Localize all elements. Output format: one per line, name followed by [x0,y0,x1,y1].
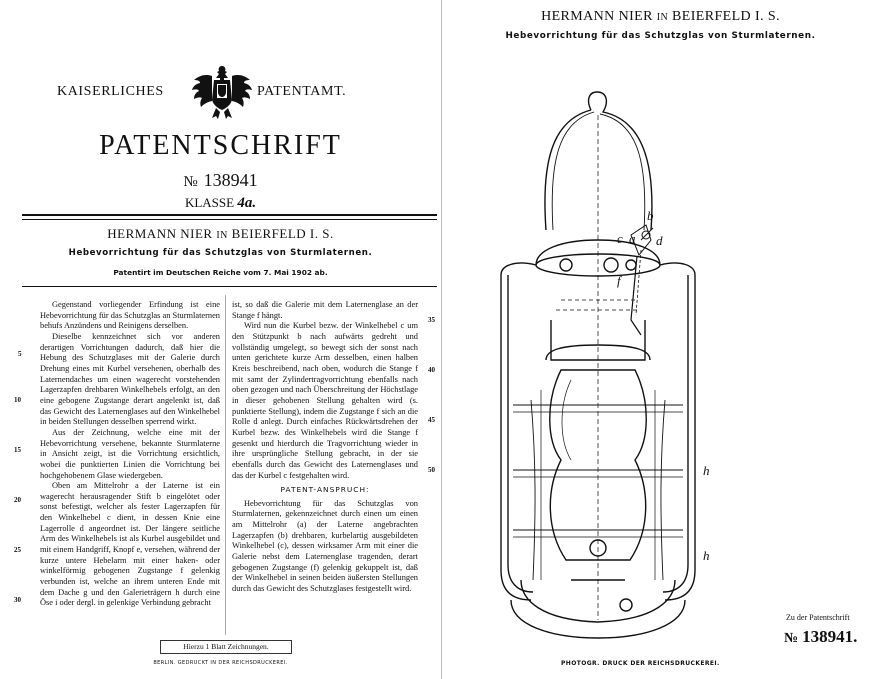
paragraph: Aus der Zeichnung, welche eine mit der Hebevorrichtung versehene, bekannte Sturmlaterne in Ansicht zeigt, ist die Vorrichtung ersichtlich, wobei die punktierten Linien die Vorrichtung bei hochgehobenem Glase wiedergeben. [40,427,220,480]
paragraph: Oben am Mittelrohr a der Laterne ist ein wagerecht herausragender Stift b eingelötet oder sonst befestigt, welcher als fester Lagerzapfen für den Winkelhebel c dient, in dessen Knie eine Lagerrolle d angeordnet ist. Der längere seitliche Arm des Winkelhebels ist als Kurbel ausgebildet und mit einem Handgriff, Knopf e, versehen, während der kurze untere Hebelarm mit einer haken- oder winkelförmig gebogenen Zugstange f gelenkig verbunden ist, welche an ihrem unteren Ende mit dem Dache g und den Galerieträgern h durch eine Öse i oder dergl. in gelenkige Verbindung gebracht [40,481,220,608]
number-prefix: № [183,174,198,190]
line-number: 40 [428,366,435,374]
drawing-label-c: c [617,231,623,246]
drawing-label-b: b [647,208,654,223]
number-prefix: № [784,631,799,646]
inventor-name: HERMANN NIER [107,226,213,241]
line-number: 45 [428,416,435,424]
text-column-right [232,300,418,595]
claim-heading: PATENT-ANSPRUCH: [280,485,370,495]
paragraph: Wird nun die Kurbel bezw. der Winkelhebel c um den Stützpunkt b nach aufwärts gedreht und vollständig umgelegt, so bewegt sich der sonst nach unten gerichtete kurze Arm desselben, einen halben Kreis beschreibend, nach oben, wodurch die Stange f mit samt der Zylindertragvorrichtung ebenfalls nach oben gezogen und nach Überschreitung der Höchstlage in dieser gehobenen Stellung gehalten wird (s. punktierte Stellung), indem die Zugstange f sich an die Rolle d anlegt. Durch einfaches Rückwärtsdrehen der Kurbel bezw. des Winkelhebels wird die Stange f gesenkt und hierdurch die Tragvorrichtung wieder in ihre ursprüngliche Stellung gebracht, in der sie ebenfalls durch das Gewicht des Laternenglases und das der Kurbel c festgehalten wird. [232,321,418,480]
inventor-line [0,226,441,242]
inventor-in: IN [656,12,669,23]
bail-handle [545,110,591,230]
invention-subtitle: Hebevorrichtung für das Schutzglas von Sturmlaternen. [68,248,373,258]
klasse [0,195,441,212]
column-divider [225,295,226,635]
line-number: 5 [18,350,22,358]
printer-note: BERLIN. GEDRUCKT IN DER REICHSDRUCKEREI. [153,660,288,666]
paragraph: ist, so daß die Galerie mit dem Laternenglase an der Stange f hängt. [232,300,418,320]
drawing-inventor-line [441,9,880,25]
zu-der-patentschrift: Zu der Patentschrift [786,613,850,622]
drawing-label-f: f [617,273,621,288]
storm-lantern-drawing [441,60,761,650]
number-value: 138941 [203,170,258,190]
line-number: 25 [14,546,21,554]
drawing-label-h: h [703,463,710,478]
line-number: 20 [14,496,21,504]
bail-handle [589,92,652,230]
claim-text: Hebevorrichtung für das Schutzglas von Sturmlaternen, gekennzeichnet durch einen um einen am Mittelrohr (a) der Laterne angebrachten Lagerzapfen (b) drehbaren, kurbelartig ausgebildeten Winkelhebel (c), dessen wirksamer Arm mit einer die Galerie nebst dem Laternenglase tragenden, derart gebogenen Zugstange (f) gelenkig gekuppelt ist, daß der Winkelhebel in seinen beiden äußersten Stellungen durch das Gewicht des Schutzglases festgestellt wird. [232,498,418,594]
inventor-in: IN [216,230,228,241]
patent-number [0,170,441,191]
klasse-value: 4a. [237,195,257,211]
drawing-subtitle: Hebevorrichtung für das Schutzglas von Sturmlaternen. [505,31,816,41]
number-value: 138941. [802,627,858,646]
patented-date: Patentirt im Deutschen Reiche vom 7. Mai 1902 ab. [113,268,328,277]
divider-section [22,286,437,287]
paragraph: Dieselbe kennzeichnet sich vor anderen derartigen Vorrichtungen dadurch, daß hier die Hebung des Schutzglases mit der Galerie durch Drehung eines mit Kurbel versehenen, oberhalb des Laternendaches um einen wagerecht vorstehenden Lagerzapfen drehbaren Winkelhebels erfolgt, an den eine gebogene Zugstange derart angelenkt ist, daß das Gewicht des Laternenglases auf den Winkelhebel in beiden Stellungen desselben sperrend wirkt. [40,331,220,427]
photogr-note: PHOTOGR. DRUCK DER REICHSDRUCKEREI. [561,660,720,667]
drawing-label-h: h [703,548,710,563]
header-patentamt: PATENTAMT. [257,84,347,99]
drawing-label-a: a [629,231,636,246]
drawing-patent-number [784,627,857,647]
document-title: PATENTSCHRIFT [99,130,342,161]
paragraph: Gegenstand vorliegender Erfindung ist eine Hebevorrichtung für das Schutzglas an Sturmlaternen behufs Anzündens und Reinigens derselben. [40,300,220,331]
line-number: 15 [14,446,21,454]
inventor-place: BEIERFELD I. S. [231,226,334,241]
drawing-note: Hierzu 1 Blatt Zeichnungen. [160,640,292,654]
drawing-label-d: d [656,233,663,248]
line-number: 35 [428,316,435,324]
patent-drawing-page [441,0,880,679]
line-number: 30 [14,596,21,604]
header-kaiserliches: KAISERLICHES [57,84,164,99]
divider-thin [22,219,437,220]
klasse-label: KLASSE [184,195,235,210]
line-number: 50 [428,466,435,474]
divider-thick [22,214,437,216]
imperial-eagle-icon [190,62,254,120]
inventor-name: HERMANN NIER [541,9,653,24]
line-number: 10 [14,396,21,404]
inventor-place: BEIERFELD I. S. [672,9,780,24]
text-column-left [40,300,220,609]
